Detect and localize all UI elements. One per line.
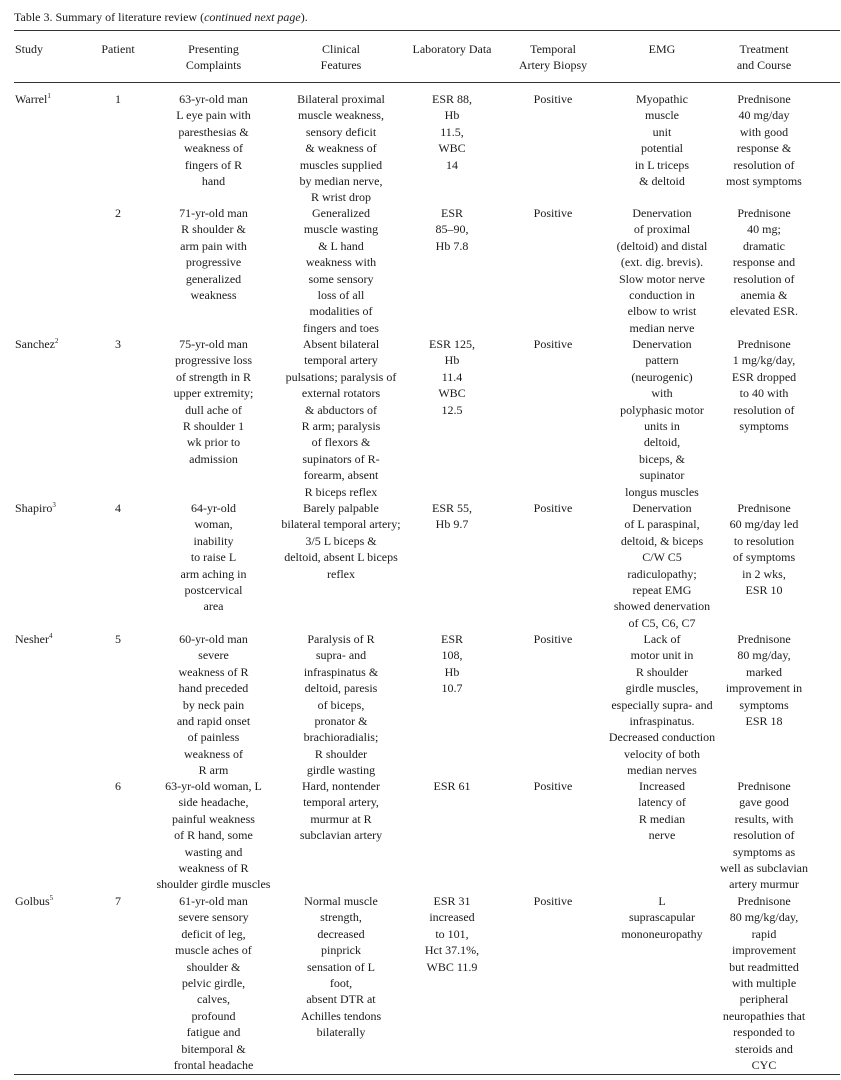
row-7-clinical: Normal muscle strength, decreased pinprick sensation of L foot, absent DTR at Achilles tendons bilaterally xyxy=(300,894,382,1040)
table-top-rule xyxy=(14,30,840,31)
row-4-clinical: Barely palpable bilateral temporal artery; 3/5 L biceps & deltoid, absent L biceps reflex xyxy=(281,501,401,581)
row-5-emg: Lack of motor unit in R shoulder girdle muscles, especially supra- and infraspinatus. Decreased conduction velocity of both median nerves xyxy=(608,632,716,778)
table-header-rule xyxy=(14,82,840,83)
study-name: Warrel xyxy=(15,92,48,106)
reference-number: 3 xyxy=(52,501,56,509)
row-3-lab: ESR 125, Hb 11.4 WBC 12.5 xyxy=(428,337,475,417)
table-bottom-rule xyxy=(14,1074,840,1075)
row-1-patient: 1 xyxy=(115,92,121,106)
row-6-complaints: 63-yr-old woman, L side headache, painful weakness of R hand, some wasting and weakness of R shoulder girdle muscles xyxy=(156,779,271,892)
row-6-lab: ESR 61 xyxy=(433,779,471,793)
row-3-complaints: 75-yr-old man progressive loss of strength in R upper extremity; dull ache of R shoulder 1 wk prior to admission xyxy=(173,337,254,466)
row-6-patient: 6 xyxy=(115,779,121,793)
row-7-patient: 7 xyxy=(115,894,121,908)
header-lab: Laboratory Data xyxy=(412,42,492,56)
row-3-clinical: Absent bilateral temporal artery pulsations; paralysis of external rotators & abductors of R arm; paralysis of flexors & supinators of R- forearm, absent R biceps reflex xyxy=(285,337,397,499)
row-1-complaints: 63-yr-old man L eye pain with paresthesias & weakness of fingers of R hand xyxy=(176,92,251,189)
row-1-biopsy: Positive xyxy=(533,92,573,106)
row-2-emg: Denervation of proximal (deltoid) and distal (ext. dig. brevis). Slow motor nerve conduction in elbow to wrist median nerve xyxy=(616,206,708,335)
row-1-treatment: Prednisone 40 mg/day with good response & resolution of most symptoms xyxy=(726,92,802,189)
row-2-clinical: Generalized muscle wasting & L hand weakness with some sensory loss of all modalities of fingers and toes xyxy=(303,206,379,335)
row-7-treatment: Prednisone 80 mg/kg/day, rapid improvement but readmitted with multiple peripheral neuropathies that responded to steroids and CYC xyxy=(722,894,806,1073)
row-2-lab: ESR 85–90, Hb 7.8 xyxy=(435,206,469,253)
row-3-patient: 3 xyxy=(115,337,121,351)
header-treatment: Treatment and Course xyxy=(736,42,792,73)
header-study: Study xyxy=(15,42,44,56)
row-5-treatment: Prednisone 80 mg/day, marked improvement in symptoms ESR 18 xyxy=(725,632,803,729)
row-1-clinical: Bilateral proximal muscle weakness, sensory deficit & weakness of muscles supplied by median nerve, R wrist drop xyxy=(297,92,385,205)
row-4-complaints: 64-yr-old woman, inability to raise L arm aching in postcervical area xyxy=(180,501,247,614)
row-4-patient: 4 xyxy=(115,501,121,515)
row-7-emg: L suprascapular mononeuropathy xyxy=(621,894,703,941)
reference-number: 4 xyxy=(48,632,53,640)
row-5-patient: 5 xyxy=(115,632,121,646)
row-3-study xyxy=(15,336,58,352)
header-clinical: Clinical Features xyxy=(320,42,362,73)
row-4-treatment: Prednisone 60 mg/day led to resolution of symptoms in 2 wks, ESR 10 xyxy=(729,501,799,598)
row-4-emg: Denervation of L paraspinal, deltoid, & biceps C/W C5 radiculopathy; repeat EMG showed denervation of C5, C6, C7 xyxy=(613,501,711,630)
row-2-treatment: Prednisone 40 mg; dramatic response and resolution of anemia & elevated ESR. xyxy=(730,206,798,319)
row-4-study xyxy=(15,500,56,516)
study-name: Nesher xyxy=(15,632,49,646)
row-4-lab: ESR 55, Hb 9.7 xyxy=(431,501,472,532)
row-6-treatment: Prednisone gave good results, with resolution of symptoms as well as subclavian artery murmur xyxy=(720,779,808,892)
table-caption xyxy=(14,9,308,25)
row-7-complaints: 61-yr-old man severe sensory deficit of leg, muscle aches of shoulder & pelvic girdle, calves, profound fatigue and bitemporal & frontal headache xyxy=(173,894,254,1073)
reference-number: 5 xyxy=(49,894,54,902)
caption-close: ). xyxy=(300,10,308,24)
row-1-lab: ESR 88, Hb 11.5, WBC 14 xyxy=(431,92,472,172)
row-1-study xyxy=(15,91,51,107)
row-5-clinical: Paralysis of R supra- and infraspinatus & deltoid, paresis of biceps, pronator & brachioradialis; R shoulder girdle wasting xyxy=(303,632,379,778)
row-5-complaints: 60-yr-old man severe weakness of R hand preceded by neck pain and rapid onset of painless weakness of R arm xyxy=(176,632,251,778)
row-7-lab: ESR 31 increased to 101, Hct 37.1%, WBC 11.9 xyxy=(424,894,480,974)
header-emg: EMG xyxy=(648,42,676,56)
header-patient: Patient xyxy=(101,42,135,56)
row-2-biopsy: Positive xyxy=(533,206,573,220)
caption-title: . Summary of literature review ( xyxy=(49,10,205,24)
row-7-study xyxy=(15,893,53,909)
header-complaints: Presenting Complaints xyxy=(185,42,242,73)
reference-number: 1 xyxy=(47,92,51,100)
row-7-biopsy: Positive xyxy=(533,894,573,908)
study-name: Sanchez xyxy=(15,337,55,351)
row-3-emg: Denervation pattern (neurogenic) with polyphasic motor units in deltoid, biceps, & supinator longus muscles xyxy=(620,337,704,499)
row-6-biopsy: Positive xyxy=(533,779,573,793)
row-2-complaints: 71-yr-old man R shoulder & arm pain with progressive generalized weakness xyxy=(179,206,248,303)
row-5-biopsy: Positive xyxy=(533,632,573,646)
header-biopsy: Temporal Artery Biopsy xyxy=(518,42,588,73)
row-3-biopsy: Positive xyxy=(533,337,573,351)
caption-label: Table 3 xyxy=(14,10,50,24)
row-5-study xyxy=(15,631,52,647)
reference-number: 2 xyxy=(54,337,59,345)
row-6-emg: Increased latency of R median nerve xyxy=(638,779,686,843)
row-1-emg: Myopathic muscle unit potential in L triceps & deltoid xyxy=(634,92,690,189)
row-6-clinical: Hard, nontender temporal artery, murmur at R subclavian artery xyxy=(299,779,383,843)
row-5-lab: ESR 108, Hb 10.7 xyxy=(440,632,463,696)
caption-note: continued next page xyxy=(204,10,301,24)
study-name: Golbus xyxy=(15,894,50,908)
row-2-patient: 2 xyxy=(115,206,121,220)
study-name: Shapiro xyxy=(15,501,53,515)
row-3-treatment: Prednisone 1 mg/kg/day, ESR dropped to 40 with resolution of symptoms xyxy=(731,337,797,434)
row-4-biopsy: Positive xyxy=(533,501,573,515)
